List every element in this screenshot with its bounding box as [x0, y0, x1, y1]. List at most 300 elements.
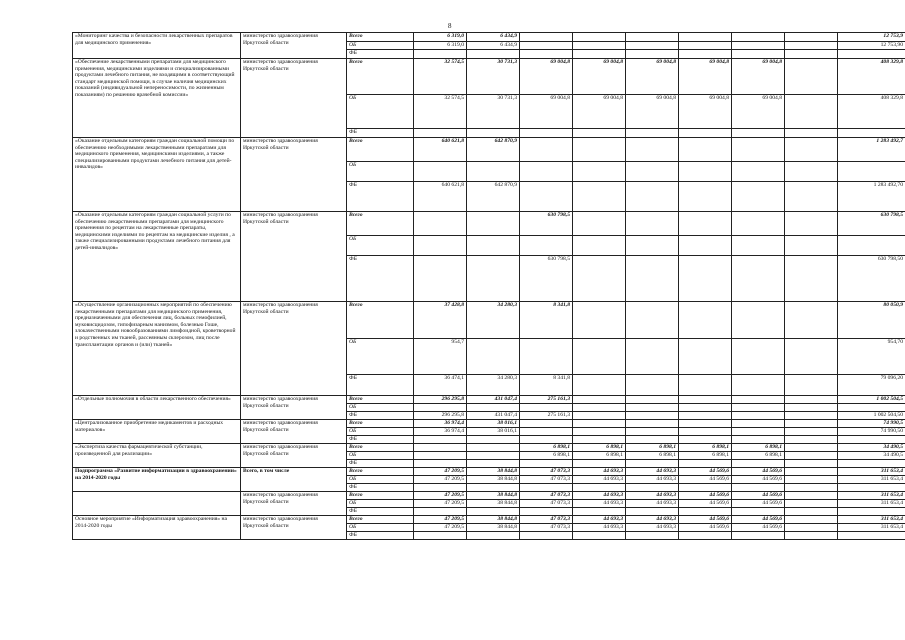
amount-cell: [785, 59, 838, 95]
executor: министерство здравоохранения Иркутской области: [241, 516, 347, 540]
amount-cell: 44 569,6: [732, 476, 785, 484]
amount-cell: 12 753,90: [838, 42, 905, 50]
amount-cell: 38 844,8: [467, 500, 520, 508]
amount-cell: [414, 508, 467, 516]
funding-source: ФБ: [347, 412, 414, 420]
amount-cell: 640 621,8: [414, 182, 467, 212]
amount-cell: [467, 129, 520, 138]
activity-name: «Оказание отдельным категориям граждан социальной услуги по обеспечению лекарственными препаратами для медицинского применения по рецептам на лекарственные препараты, медицинскими изделиями по рецептам на медицинские изделия , а также специализированными продуктами лечебного питания для детей-инвалидов»: [73, 212, 241, 302]
amount-cell: 311 653,4: [838, 492, 905, 500]
amount-cell: [414, 532, 467, 540]
amount-cell: 47 073,3: [520, 468, 573, 476]
table-row: [73, 444, 905, 452]
activity-name: «Осуществление организационных мероприятий по обеспечению лекарственными препаратами для медицинского применения, предназначенными для обеспечения лиц, больных гемофилией, муковисцидозом, гипофизарным нанизмом, болезнью Гоше, злокачественными новообразованиями лимфоидной, кроветворной и родственных им тканей, рассеянным склерозом, лиц после трансплантации органов и (или) тканей»: [73, 302, 241, 396]
amount-cell: 79 096,20: [838, 375, 905, 396]
amount-cell: 44 569,6: [732, 468, 785, 476]
amount-cell: 47 209,5: [414, 492, 467, 500]
amount-cell: [785, 396, 838, 404]
program-finance-table: [72, 32, 905, 540]
amount-cell: 8 341,8: [520, 302, 573, 339]
amount-cell: [626, 412, 679, 420]
amount-cell: 36 474,1: [414, 375, 467, 396]
amount-cell: [679, 212, 732, 236]
amount-cell: 630 798,50: [838, 256, 905, 302]
table-row: [73, 138, 905, 162]
amount-cell: [838, 236, 905, 256]
amount-cell: 44 693,3: [626, 500, 679, 508]
amount-cell: [520, 33, 573, 42]
amount-cell: [520, 50, 573, 59]
activity-name: «Обеспечение лекарственными препаратами для медицинского применения, медицинскими изделиями и специализированными продуктами лечебного питания, не входящими в соответствующий стандарт медицинской помощи, в случае наличия медицинских показаний (индивидуальной непереносимости, по жизненным показаниям) по решению врачебной комиссии»: [73, 59, 241, 138]
amount-cell: 34 490,5: [838, 452, 905, 460]
amount-cell: [732, 256, 785, 302]
amount-cell: [520, 339, 573, 375]
amount-cell: [838, 436, 905, 444]
amount-cell: 12 753,9: [838, 33, 905, 42]
amount-cell: 69 004,8: [573, 95, 626, 129]
amount-cell: [785, 236, 838, 256]
amount-cell: 47 073,3: [520, 524, 573, 532]
amount-cell: 642 870,9: [467, 138, 520, 162]
amount-cell: 69 004,8: [520, 59, 573, 95]
amount-cell: 69 004,8: [573, 59, 626, 95]
funding-source: ФБ: [347, 484, 414, 492]
amount-cell: 6 898,1: [520, 444, 573, 452]
amount-cell: 408 329,8: [838, 95, 905, 129]
amount-cell: [414, 436, 467, 444]
funding-source: ОБ: [347, 476, 414, 484]
amount-cell: [414, 212, 467, 236]
amount-cell: [626, 212, 679, 236]
amount-cell: 44 569,6: [679, 516, 732, 524]
amount-cell: [573, 532, 626, 540]
amount-cell: [785, 33, 838, 42]
amount-cell: [785, 162, 838, 182]
amount-cell: 44 693,3: [626, 476, 679, 484]
amount-cell: 47 073,3: [520, 492, 573, 500]
amount-cell: [573, 420, 626, 428]
amount-cell: 44 693,3: [573, 524, 626, 532]
amount-cell: 6 898,1: [626, 452, 679, 460]
funding-source: ОБ: [347, 428, 414, 436]
amount-cell: [679, 420, 732, 428]
funding-source: Всего: [347, 516, 414, 524]
amount-cell: [520, 42, 573, 50]
amount-cell: 69 004,8: [626, 95, 679, 129]
amount-cell: 44 693,3: [626, 468, 679, 476]
amount-cell: [520, 420, 573, 428]
amount-cell: 44 693,3: [573, 500, 626, 508]
amount-cell: 30 731,3: [467, 95, 520, 129]
activity-name: «Централизованное приобретение медикаментов и расходных материалов»: [73, 420, 241, 444]
amount-cell: [679, 532, 732, 540]
funding-source: Всего: [347, 212, 414, 236]
amount-cell: 34 280,3: [467, 375, 520, 396]
amount-cell: [679, 129, 732, 138]
funding-source: ФБ: [347, 50, 414, 59]
funding-source: Всего: [347, 33, 414, 42]
funding-source: ОБ: [347, 42, 414, 50]
amount-cell: [626, 236, 679, 256]
amount-cell: [467, 256, 520, 302]
amount-cell: [573, 162, 626, 182]
amount-cell: [520, 162, 573, 182]
amount-cell: [838, 508, 905, 516]
amount-cell: [785, 256, 838, 302]
amount-cell: 311 653,4: [838, 500, 905, 508]
amount-cell: [785, 476, 838, 484]
amount-cell: [573, 129, 626, 138]
amount-cell: [785, 412, 838, 420]
amount-cell: [626, 256, 679, 302]
amount-cell: [520, 428, 573, 436]
amount-cell: 47 209,5: [414, 500, 467, 508]
amount-cell: 44 569,6: [679, 476, 732, 484]
amount-cell: [732, 302, 785, 339]
amount-cell: [467, 484, 520, 492]
amount-cell: [573, 396, 626, 404]
amount-cell: 275 161,3: [520, 412, 573, 420]
amount-cell: 431 047,4: [467, 396, 520, 404]
amount-cell: [785, 95, 838, 129]
amount-cell: 30 731,3: [467, 59, 520, 95]
amount-cell: [467, 460, 520, 468]
amount-cell: [732, 212, 785, 236]
amount-cell: 6 319,0: [414, 42, 467, 50]
amount-cell: [414, 50, 467, 59]
executor: министерство здравоохранения Иркутской области: [241, 212, 347, 302]
amount-cell: [785, 428, 838, 436]
amount-cell: [467, 452, 520, 460]
amount-cell: 37 428,8: [414, 302, 467, 339]
amount-cell: [520, 532, 573, 540]
amount-cell: [785, 468, 838, 476]
table-row: [73, 33, 905, 42]
amount-cell: [626, 50, 679, 59]
amount-cell: [467, 532, 520, 540]
amount-cell: 69 004,8: [732, 59, 785, 95]
amount-cell: 6 434,9: [467, 33, 520, 42]
amount-cell: [732, 33, 785, 42]
activity-name: «Экспертиза качества фармацевтической субстанции, произведенной для реализации»: [73, 444, 241, 468]
amount-cell: [679, 508, 732, 516]
amount-cell: 311 653,4: [838, 516, 905, 524]
amount-cell: [785, 212, 838, 236]
amount-cell: [626, 396, 679, 404]
amount-cell: 6 898,1: [520, 452, 573, 460]
amount-cell: 311 653,4: [838, 524, 905, 532]
amount-cell: 8 341,8: [520, 375, 573, 396]
amount-cell: [679, 182, 732, 212]
amount-cell: [626, 428, 679, 436]
funding-source: ФБ: [347, 375, 414, 396]
amount-cell: 38 016,1: [467, 420, 520, 428]
amount-cell: 44 569,6: [732, 516, 785, 524]
amount-cell: [573, 460, 626, 468]
funding-source: ОБ: [347, 339, 414, 375]
amount-cell: [414, 404, 467, 412]
amount-cell: 6 898,1: [573, 444, 626, 452]
amount-cell: [679, 33, 732, 42]
amount-cell: 44 569,6: [679, 468, 732, 476]
amount-cell: [732, 50, 785, 59]
amount-cell: 38 016,1: [467, 428, 520, 436]
funding-source: Всего: [347, 59, 414, 95]
funding-source: Всего: [347, 420, 414, 428]
amount-cell: [626, 404, 679, 412]
executor: министерство здравоохранения Иркутской области: [241, 420, 347, 444]
funding-source: ОБ: [347, 236, 414, 256]
amount-cell: 47 073,3: [520, 476, 573, 484]
amount-cell: 34 490,5: [838, 444, 905, 452]
amount-cell: [838, 404, 905, 412]
amount-cell: [626, 33, 679, 42]
amount-cell: 69 004,8: [626, 59, 679, 95]
amount-cell: 38 844,8: [467, 524, 520, 532]
amount-cell: 6 898,1: [732, 452, 785, 460]
activity-name: «Оказание отдельным категориям граждан социальной помощи по обеспечению необходимыми лекарственными препаратами для медицинского применения, медицинскими изделиями, а также специализированными продуктами лечебного питания для детей-инвалидов»: [73, 138, 241, 212]
amount-cell: [785, 524, 838, 532]
amount-cell: [785, 339, 838, 375]
amount-cell: 47 073,3: [520, 500, 573, 508]
amount-cell: 1 002 504,50: [838, 412, 905, 420]
amount-cell: [732, 182, 785, 212]
amount-cell: [467, 508, 520, 516]
amount-cell: 408 329,8: [838, 59, 905, 95]
amount-cell: [573, 50, 626, 59]
amount-cell: [785, 452, 838, 460]
table-row: [73, 492, 905, 500]
amount-cell: [467, 162, 520, 182]
funding-source: Всего: [347, 492, 414, 500]
amount-cell: [732, 428, 785, 436]
amount-cell: 34 280,3: [467, 302, 520, 339]
amount-cell: 38 844,8: [467, 468, 520, 476]
amount-cell: 32 574,5: [414, 59, 467, 95]
table-row: [73, 468, 905, 476]
amount-cell: [679, 404, 732, 412]
amount-cell: [626, 129, 679, 138]
amount-cell: [679, 138, 732, 162]
executor: Всего, в том числе: [241, 468, 347, 492]
amount-cell: [785, 500, 838, 508]
amount-cell: 311 653,4: [838, 468, 905, 476]
amount-cell: [785, 484, 838, 492]
amount-cell: [785, 492, 838, 500]
amount-cell: [467, 212, 520, 236]
amount-cell: [573, 302, 626, 339]
amount-cell: 69 004,8: [679, 95, 732, 129]
amount-cell: [732, 484, 785, 492]
amount-cell: 47 209,5: [414, 524, 467, 532]
funding-source: ОБ: [347, 500, 414, 508]
amount-cell: [626, 42, 679, 50]
amount-cell: [467, 339, 520, 375]
amount-cell: [732, 508, 785, 516]
amount-cell: 44 693,3: [626, 516, 679, 524]
amount-cell: [732, 396, 785, 404]
table-row: [73, 212, 905, 236]
amount-cell: [732, 129, 785, 138]
funding-source: Всего: [347, 444, 414, 452]
amount-cell: [785, 182, 838, 212]
activity-name: [73, 492, 241, 516]
funding-source: ФБ: [347, 256, 414, 302]
amount-cell: [520, 460, 573, 468]
amount-cell: [732, 404, 785, 412]
amount-cell: [785, 460, 838, 468]
amount-cell: [520, 404, 573, 412]
amount-cell: 38 844,8: [467, 492, 520, 500]
amount-cell: [520, 508, 573, 516]
amount-cell: [838, 484, 905, 492]
amount-cell: [785, 404, 838, 412]
activity-name: «Мониторинг качества и безопасности лекарственных препаратов для медицинского применения»: [73, 33, 241, 59]
amount-cell: [626, 162, 679, 182]
amount-cell: [732, 138, 785, 162]
funding-source: ОБ: [347, 452, 414, 460]
amount-cell: 38 844,8: [467, 516, 520, 524]
amount-cell: 1 283 492,70: [838, 182, 905, 212]
amount-cell: [732, 42, 785, 50]
amount-cell: 36 974,4: [414, 428, 467, 436]
funding-source: Всего: [347, 396, 414, 404]
activity-name: «Отдельные полномочия в области лекарственного обеспечения»: [73, 396, 241, 420]
amount-cell: [414, 129, 467, 138]
amount-cell: 954,7: [414, 339, 467, 375]
amount-cell: 69 004,8: [679, 59, 732, 95]
amount-cell: [573, 138, 626, 162]
amount-cell: 44 569,6: [679, 500, 732, 508]
amount-cell: [679, 42, 732, 50]
amount-cell: [467, 444, 520, 452]
amount-cell: 275 161,3: [520, 396, 573, 404]
amount-cell: [732, 436, 785, 444]
funding-source: ОБ: [347, 162, 414, 182]
activity-name: Подпрограмма «Развитие информатизации в здравоохранении» на 2014-2020 годы: [73, 468, 241, 492]
amount-cell: [414, 444, 467, 452]
amount-cell: [626, 138, 679, 162]
amount-cell: 630 798,5: [520, 256, 573, 302]
amount-cell: [573, 508, 626, 516]
amount-cell: 44 569,6: [679, 492, 732, 500]
amount-cell: 44 569,6: [679, 524, 732, 532]
executor: министерство здравоохранения Иркутской области: [241, 59, 347, 138]
funding-source: ОБ: [347, 95, 414, 129]
table-row: [73, 396, 905, 404]
amount-cell: 311 653,4: [838, 476, 905, 484]
amount-cell: [626, 302, 679, 339]
amount-cell: 44 693,3: [626, 492, 679, 500]
amount-cell: 44 693,3: [573, 468, 626, 476]
activity-name: Основное мероприятие «Информатизация здравоохранения» на 2014-2020 годы: [73, 516, 241, 540]
amount-cell: [679, 375, 732, 396]
amount-cell: [679, 460, 732, 468]
amount-cell: [785, 302, 838, 339]
amount-cell: [414, 484, 467, 492]
amount-cell: 44 569,6: [732, 500, 785, 508]
amount-cell: [732, 412, 785, 420]
funding-source: ФБ: [347, 532, 414, 540]
amount-cell: [732, 375, 785, 396]
amount-cell: [838, 162, 905, 182]
amount-cell: [838, 460, 905, 468]
page-number: 8: [448, 22, 452, 30]
amount-cell: 47 209,5: [414, 516, 467, 524]
amount-cell: [573, 182, 626, 212]
amount-cell: [626, 484, 679, 492]
executor: министерство здравоохранения Иркутской области: [241, 492, 347, 516]
amount-cell: [679, 162, 732, 182]
amount-cell: [414, 162, 467, 182]
amount-cell: 954,70: [838, 339, 905, 375]
amount-cell: 6 898,1: [732, 444, 785, 452]
table-row: [73, 516, 905, 524]
amount-cell: [732, 420, 785, 428]
amount-cell: [414, 452, 467, 460]
amount-cell: [785, 516, 838, 524]
amount-cell: 1 283 492,7: [838, 138, 905, 162]
amount-cell: [573, 33, 626, 42]
funding-source: Всего: [347, 302, 414, 339]
amount-cell: [573, 404, 626, 412]
amount-cell: 69 004,8: [520, 95, 573, 129]
amount-cell: 6 898,1: [679, 444, 732, 452]
amount-cell: [573, 484, 626, 492]
amount-cell: [626, 420, 679, 428]
amount-cell: [732, 339, 785, 375]
amount-cell: [785, 50, 838, 59]
amount-cell: [626, 436, 679, 444]
amount-cell: [626, 182, 679, 212]
amount-cell: 6 319,0: [414, 33, 467, 42]
amount-cell: [573, 412, 626, 420]
amount-cell: 1 002 504,5: [838, 396, 905, 404]
executor: министерство здравоохранения Иркутской области: [241, 33, 347, 59]
amount-cell: 431 047,4: [467, 412, 520, 420]
amount-cell: [785, 375, 838, 396]
amount-cell: 6 898,1: [573, 452, 626, 460]
amount-cell: 38 844,8: [467, 476, 520, 484]
executor: министерство здравоохранения Иркутской области: [241, 302, 347, 396]
amount-cell: [467, 436, 520, 444]
amount-cell: [573, 236, 626, 256]
funding-source: ОБ: [347, 524, 414, 532]
amount-cell: 44 693,3: [573, 516, 626, 524]
executor: министерство здравоохранения Иркутской области: [241, 444, 347, 468]
amount-cell: 69 004,8: [732, 95, 785, 129]
amount-cell: 44 569,6: [732, 492, 785, 500]
amount-cell: 44 693,3: [573, 476, 626, 484]
amount-cell: 47 209,5: [414, 468, 467, 476]
amount-cell: 74 990,5: [838, 420, 905, 428]
amount-cell: 296 295,8: [414, 412, 467, 420]
amount-cell: [785, 138, 838, 162]
amount-cell: [838, 532, 905, 540]
amount-cell: [785, 444, 838, 452]
amount-cell: [573, 375, 626, 396]
amount-cell: [573, 256, 626, 302]
amount-cell: [520, 182, 573, 212]
amount-cell: [679, 339, 732, 375]
amount-cell: [467, 404, 520, 412]
funding-source: ФБ: [347, 508, 414, 516]
amount-cell: 6 898,1: [626, 444, 679, 452]
table-row: [73, 420, 905, 428]
amount-cell: [679, 484, 732, 492]
amount-cell: [626, 375, 679, 396]
amount-cell: [838, 129, 905, 138]
